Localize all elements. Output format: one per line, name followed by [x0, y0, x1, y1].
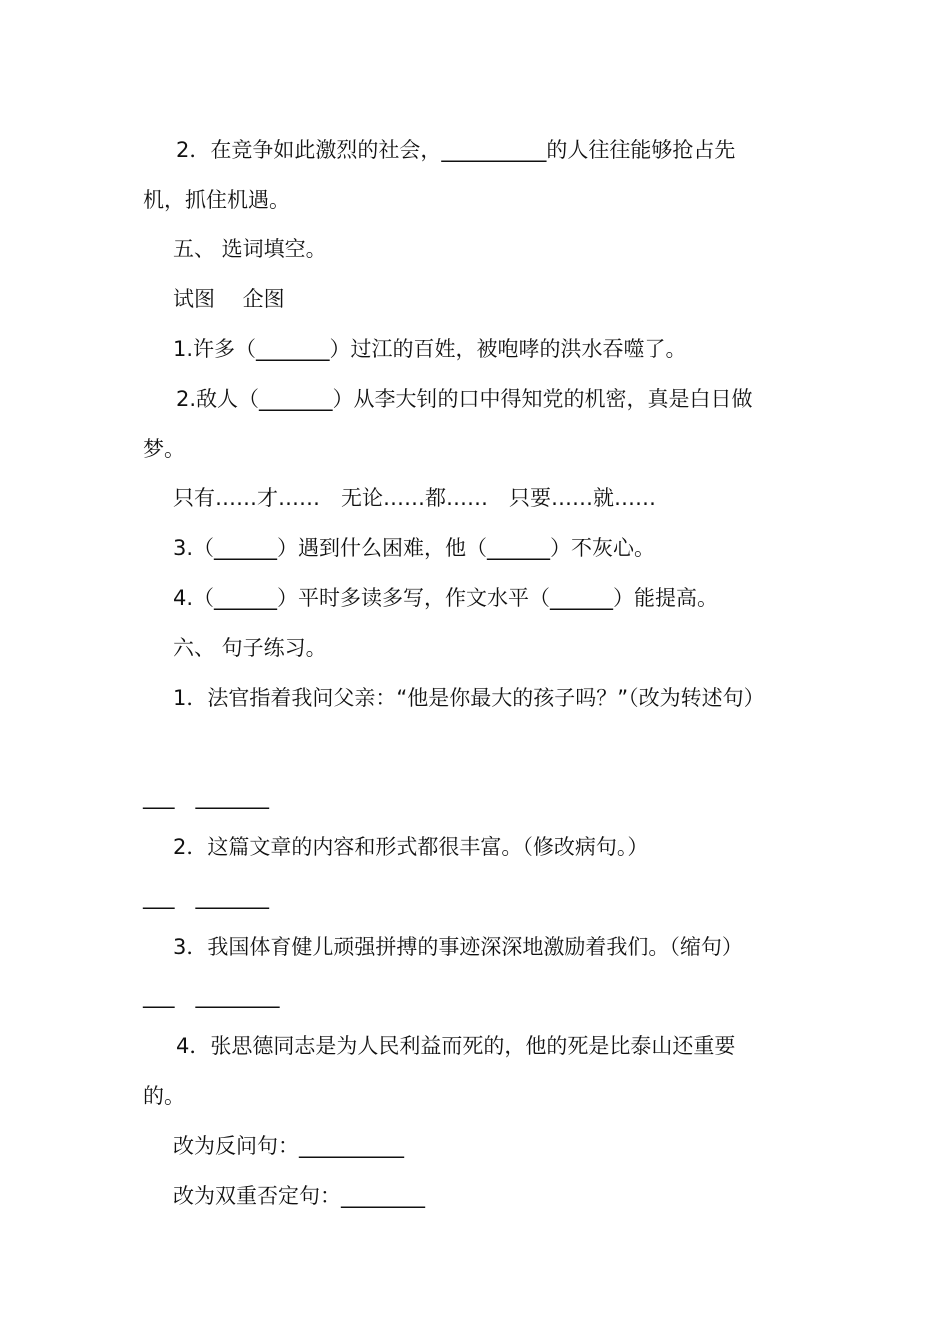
fill-blank-2-line-2: 梦。: [143, 437, 185, 461]
sentence-exercise-4-line-2: 的。: [143, 1084, 185, 1108]
sentence-exercise-3: 3．我国体育健儿顽强拼搏的事迹深深地激励着我们。（缩句）: [173, 935, 743, 959]
rhetorical-question-prompt: 改为反问句：__________: [173, 1134, 404, 1158]
sentence-exercise-2: 2．这篇文章的内容和形式都很丰富。（修改病句。）: [173, 835, 649, 859]
section-5-heading: 五、 选词填空。: [173, 237, 327, 261]
sentence-exercise-1: 1．法官指着我问父亲：“他是你最大的孩子吗？”（改为转述句）: [173, 686, 765, 710]
answer-line-1: ___ _______: [143, 785, 269, 809]
answer-line-2: ___ _______: [143, 885, 269, 909]
word-choice-options: 试图 企图: [173, 287, 285, 311]
section-6-heading: 六、 句子练习。: [173, 636, 327, 660]
question-2-line-1: 2．在竞争如此激烈的社会，__________的人往往能够抢占先: [176, 138, 736, 162]
fill-blank-3: 3.（______）遇到什么困难，他（______）不灰心。: [173, 536, 656, 560]
answer-line-3: ___ ________: [143, 984, 280, 1008]
question-2-line-2: 机，抓住机遇。: [143, 188, 290, 212]
fill-blank-1: 1.许多（_______）过江的百姓，被咆哮的洪水吞噬了。: [173, 337, 687, 361]
fill-blank-4: 4.（______）平时多读多写，作文水平（______）能提高。: [173, 586, 719, 610]
sentence-exercise-4-line-1: 4．张思德同志是为人民利益而死的，他的死是比泰山还重要: [176, 1034, 736, 1058]
conjunction-options: 只有……才…… 无论……都…… 只要……就……: [173, 486, 656, 510]
fill-blank-2-line-1: 2.敌人（_______）从李大钊的口中得知党的机密，真是白日做: [176, 387, 753, 411]
double-negative-prompt: 改为双重否定句：________: [173, 1184, 425, 1208]
